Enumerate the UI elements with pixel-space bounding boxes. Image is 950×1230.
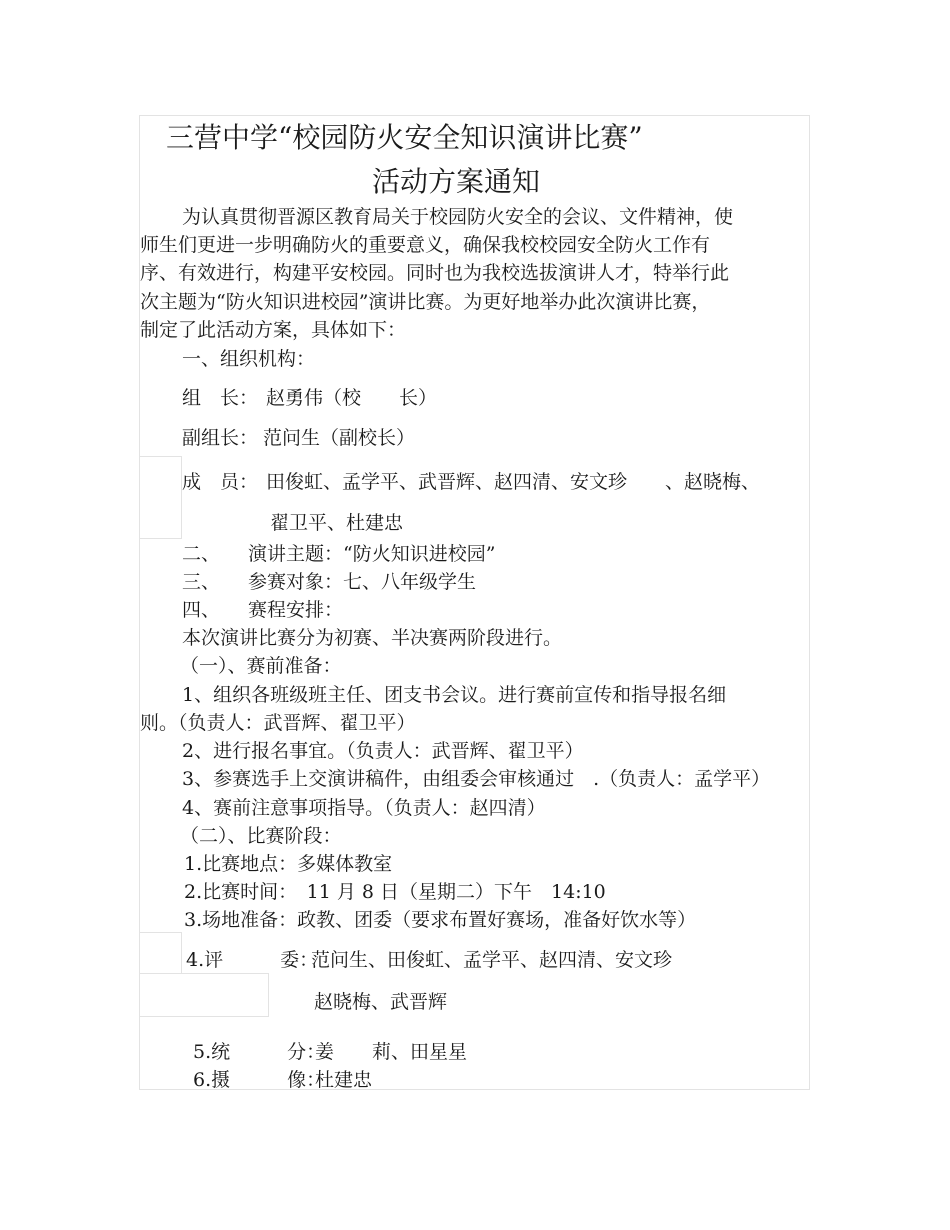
intro-line: 为认真贯彻晋源区教育局关于校园防火安全的会议、文件精神，使: [182, 206, 734, 228]
section-heading-org: 一、组织机构：: [182, 348, 316, 370]
stage-photo-label: 6.摄 像：: [193, 1069, 326, 1091]
org-members-line: 田俊虹、孟学平、武晋辉、赵四清、安文珍 、赵晓梅、: [266, 471, 761, 493]
schedule-intro: 本次演讲比赛分为初赛、半决赛两阶段进行。: [182, 627, 563, 649]
section-number: 二、: [182, 543, 221, 565]
subheading-stage: （二）、比赛阶段：: [180, 825, 342, 847]
document-subtitle: 活动方案通知: [372, 165, 541, 198]
stage-photo-value: 杜建忠: [315, 1069, 373, 1091]
stage-judges-line: 范问生、田俊虹、孟学平、赵四清、安文珍: [311, 949, 673, 971]
table-cell: [139, 973, 269, 1017]
stage-judges-label: 4.评 委：: [186, 949, 319, 971]
org-members-line: 翟卫平、杜建忠: [270, 512, 404, 534]
stage-item: 1.比赛地点：多媒体教室: [184, 853, 393, 875]
section-number: 四、: [182, 599, 221, 621]
table-cell: [139, 456, 182, 539]
stage-judges-line: 赵晓梅、武晋辉: [314, 991, 448, 1013]
section-heading-participants: 参赛对象：七、八年级学生: [248, 571, 477, 593]
prep-item: 4、赛前注意事项指导。（负责人：赵四清）: [182, 797, 546, 819]
prep-item: 则。（负责人：武晋辉、翟卫平）: [140, 712, 416, 734]
intro-line: 序、有效进行，构建平安校园。同时也为我校选拔演讲人才，特举行此: [140, 262, 730, 284]
org-members-label: 成 员：: [182, 471, 259, 493]
subheading-prep: （一）、赛前准备：: [180, 655, 342, 677]
section-number: 三、: [182, 571, 221, 593]
section-heading-schedule: 赛程安排：: [248, 599, 344, 621]
org-deputy-label: 副组长：: [182, 427, 259, 449]
document-title: 三营中学“校园防火安全知识演讲比赛”: [166, 121, 643, 154]
intro-line: 师生们更进一步明确防火的重要意义，确保我校校园安全防火工作有: [140, 234, 711, 256]
intro-line: 次主题为“防火知识进校园”演讲比赛。为更好地举办此次演讲比赛，: [140, 291, 711, 313]
org-deputy-value: 范问生（副校长）: [263, 427, 416, 449]
prep-item: 1、组织各班级班主任、团支书会议。进行赛前宣传和指导报名细: [182, 684, 727, 706]
stage-scoring-value: 姜 莉、田星星: [315, 1041, 468, 1063]
stage-item: 2.比赛时间： 11 月 8 日（星期二）下午 14:10: [184, 881, 606, 903]
section-heading-theme: 演讲主题：“防火知识进校园”: [248, 543, 496, 565]
prep-item: 3、参赛选手上交演讲稿件，由组委会审核通过 .（负责人：孟学平）: [182, 768, 771, 790]
prep-item: 2、进行报名事宜。（负责人：武晋辉、翟卫平）: [182, 740, 584, 762]
stage-item: 3.场地准备：政教、团委（要求布置好赛场，准备好饮水等）: [184, 909, 697, 931]
intro-line: 制定了此活动方案，具体如下：: [140, 319, 407, 341]
org-leader-label: 组 长：: [182, 387, 259, 409]
org-leader-value: 赵勇伟（校 长）: [266, 387, 438, 409]
stage-scoring-label: 5.统 分：: [193, 1041, 326, 1063]
